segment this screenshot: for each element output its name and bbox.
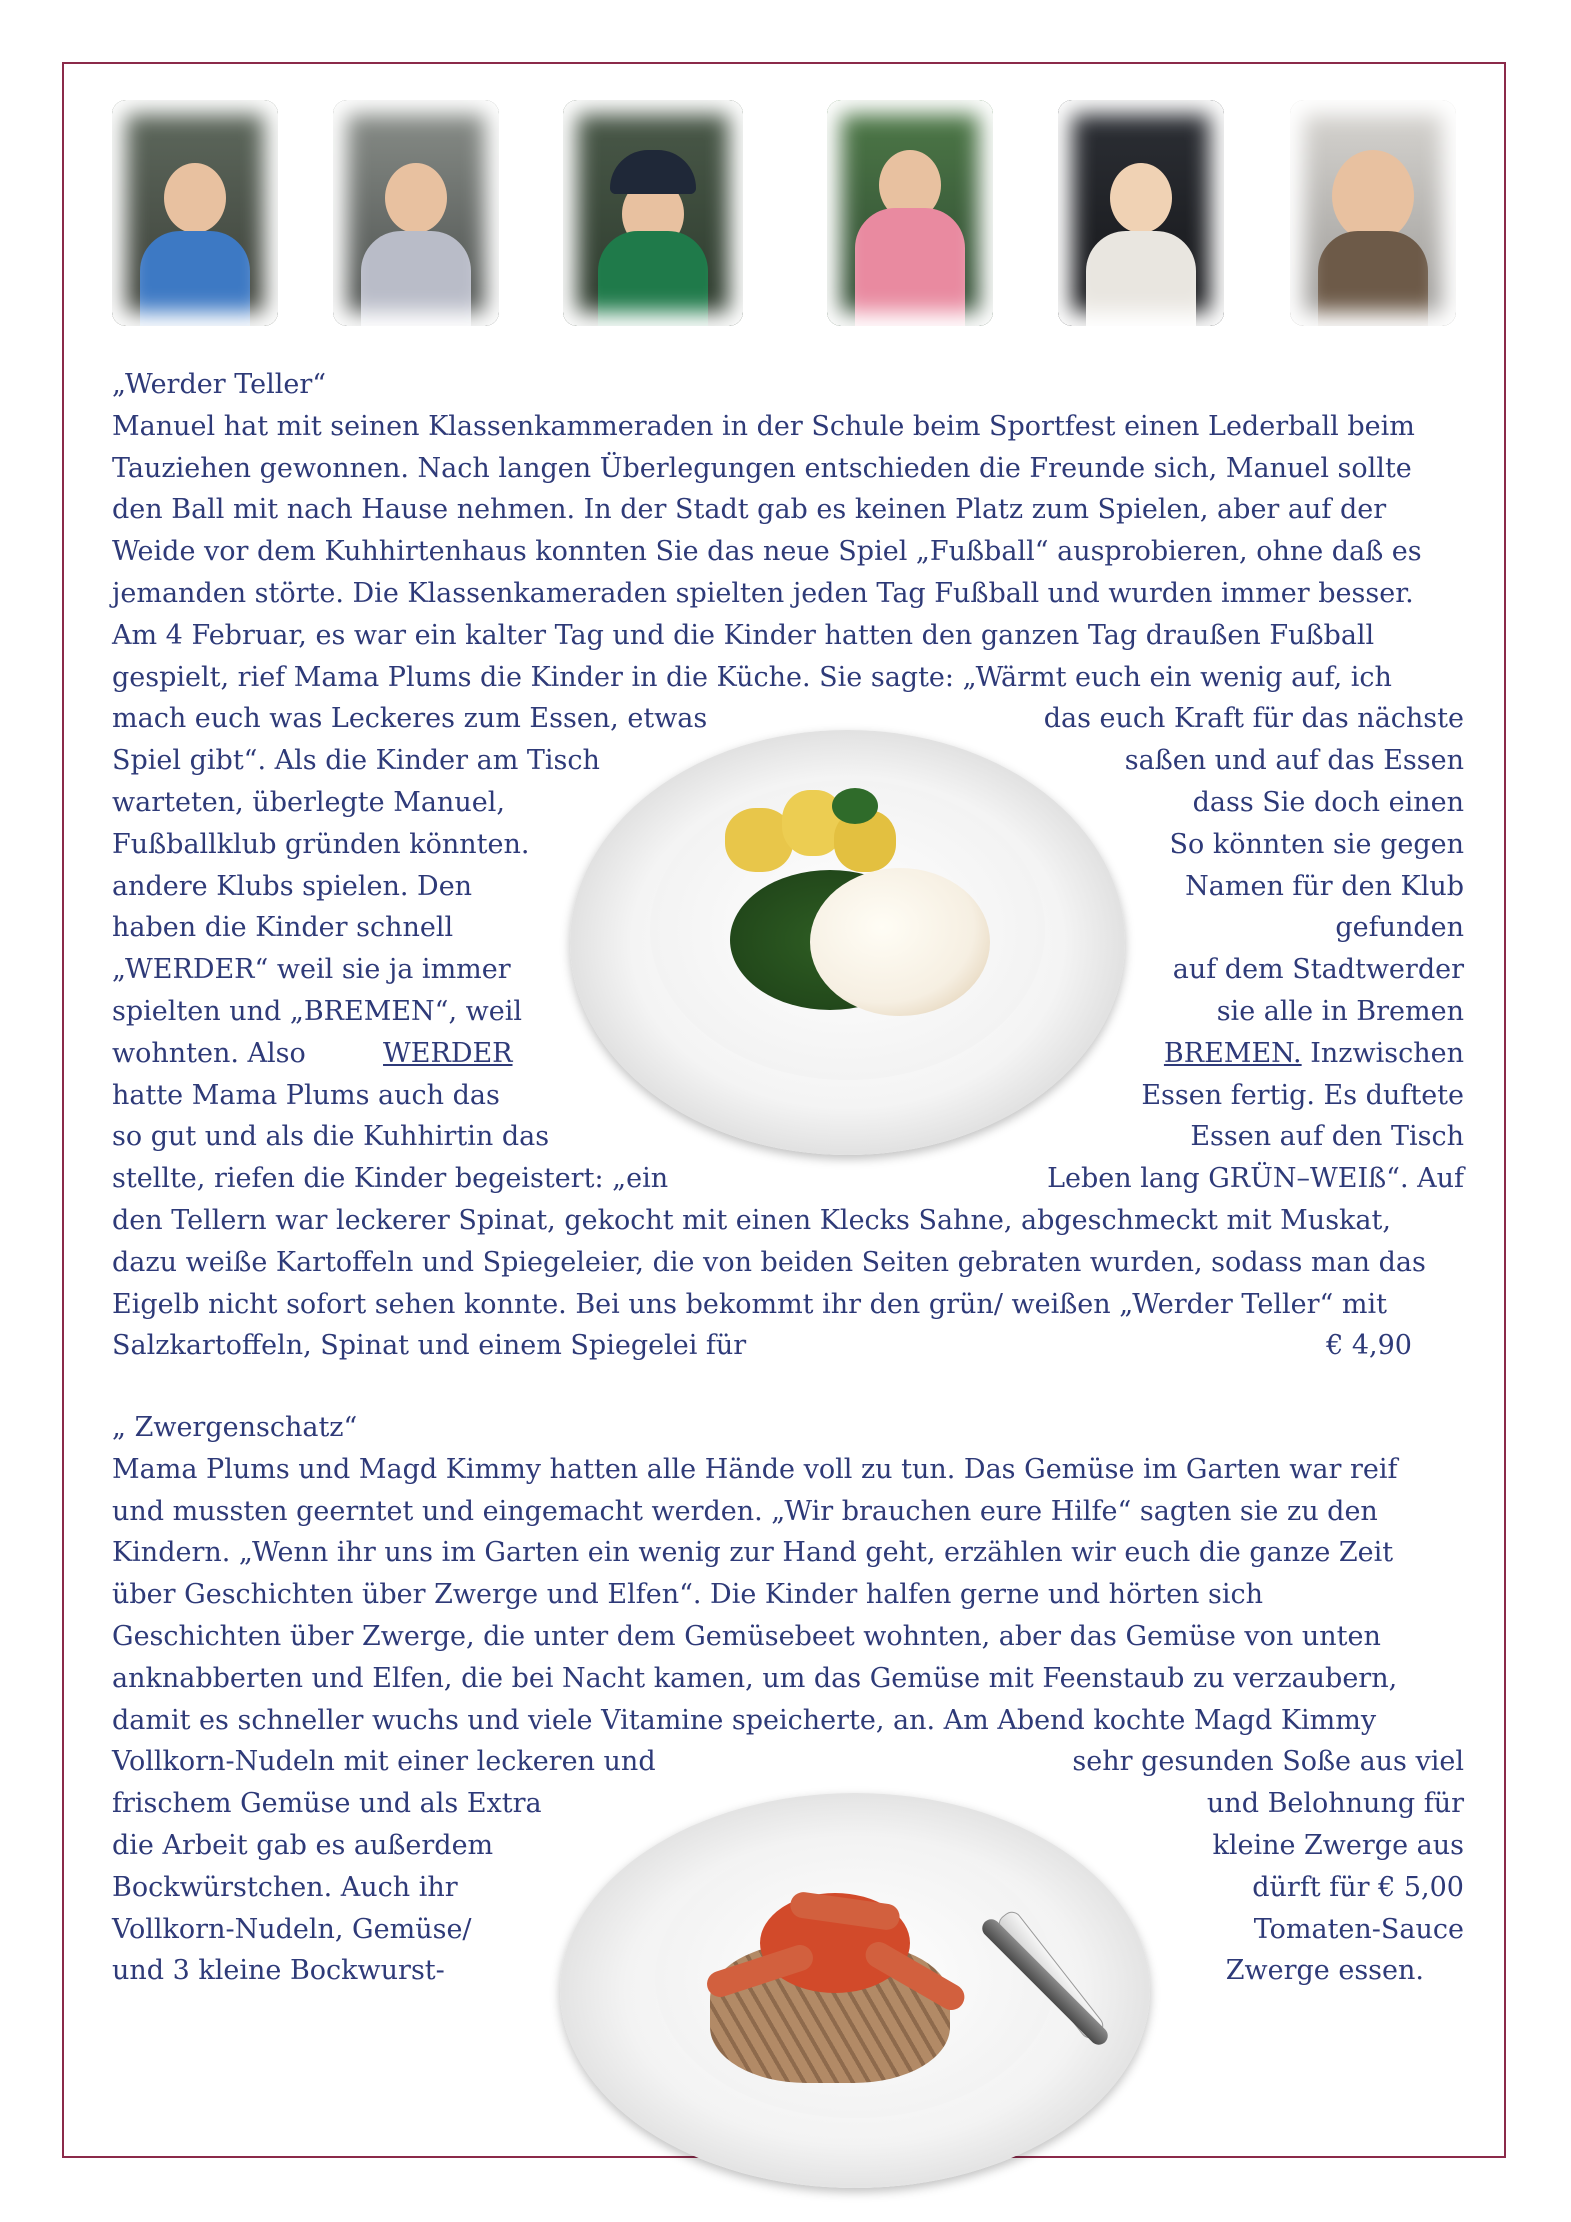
price: € 4,90	[1326, 1330, 1412, 1362]
section-title: „ Zwergenschatz“	[112, 1412, 358, 1443]
text-line: haben die Kinder schnell gefunden	[112, 912, 1464, 944]
text-line: Geschichten über Zwerge, die unter dem Gemüsebeet wohnten, aber das Gemüse von unten	[112, 1620, 1381, 1652]
text-line: Vollkorn-Nudeln, Gemüse/ Tomaten-Sauce	[112, 1913, 1464, 1945]
text-line: den Ball mit nach Hause nehmen. In der Stadt gab es keinen Platz zum Spielen, aber auf der	[112, 494, 1387, 526]
text-line: Tauziehen gewonnen. Nach langen Überlegungen entschieden die Freunde sich, Manuel sollte	[112, 452, 1412, 484]
text-line: wohnten. Also WERDER BREMEN. Inzwischen	[112, 1037, 1464, 1069]
text-line: warteten, überlegte Manuel, dass Sie doch einen	[112, 786, 1464, 818]
werder-teller-section	[112, 364, 1464, 1367]
zwergenschatz-section	[112, 1407, 1464, 1992]
text-line: Eigelb nicht sofort sehen konnte. Bei uns bekommt ihr den grün/ weißen „Werder Teller“ mit	[112, 1288, 1387, 1320]
price-line: Salzkartoffeln, Spinat und einem Spiegelei für € 4,90	[112, 1325, 1464, 1367]
child-photo-1	[112, 100, 278, 326]
text-line: jemanden störte. Die Klassenkameraden spielten jeden Tag Fußball und wurden immer besser.	[112, 577, 1414, 609]
text-line: spielten und „BREMEN“, weil sie alle in Bremen	[112, 995, 1464, 1027]
text-line: so gut und als die Kuhhirtin das Essen auf den Tisch	[112, 1121, 1464, 1153]
child-photo-6	[1290, 100, 1456, 326]
text-line: Kindern. „Wenn ihr uns im Garten ein wenig zur Hand geht, erzählen wir euch die ganze Zeit	[112, 1537, 1394, 1569]
text-line: dazu weiße Kartoffeln und Spiegeleier, die von beiden Seiten gebraten wurden, sodass man das	[112, 1246, 1426, 1278]
text-line: den Tellern war leckerer Spinat, gekocht mit einen Klecks Sahne, abgeschmeckt mit Muskat,	[112, 1204, 1391, 1236]
text-line: anknabberten und Elfen, die bei Nacht kamen, um das Gemüse mit Feenstaub zu verzaubern,	[112, 1662, 1398, 1694]
text-line: Mama Plums und Magd Kimmy hatten alle Hände voll zu tun. Das Gemüse im Garten war reif	[112, 1453, 1398, 1485]
child-photo-3	[563, 100, 743, 326]
text-line: Fußballklub gründen könnten. So könnten sie gegen	[112, 828, 1464, 860]
text-line: über Geschichten über Zwerge und Elfen“. Die Kinder halfen gerne und hörten sich	[112, 1579, 1264, 1611]
child-photo-5	[1058, 100, 1224, 326]
text-line: Weide vor dem Kuhhirtenhaus konnten Sie das neue Spiel „Fußball“ ausprobieren, ohne daß es	[112, 536, 1422, 568]
text-line: gespielt, rief Mama Plums die Kinder in die Küche. Sie sagte: „Wärmt euch ein wenig auf, ich	[112, 661, 1392, 693]
section-title: „Werder Teller“	[112, 369, 327, 400]
text-line: damit es schneller wuchs und viele Vitamine speicherte, an. Am Abend kochte Magd Kimmy	[112, 1704, 1377, 1736]
text-line: frischem Gemüse und als Extra und Belohnung für	[112, 1788, 1464, 1820]
text-line: hatte Mama Plums auch das Essen fertig. Es duftete	[112, 1079, 1464, 1111]
text-line: mach euch was Leckeres zum Essen, etwas das euch Kraft für das nächste	[112, 703, 1464, 735]
werder-underlined: WERDER	[383, 1037, 513, 1069]
child-photo-4	[827, 100, 993, 326]
text-line: Bockwürstchen. Auch ihr dürft für € 5,00	[112, 1871, 1464, 1903]
text-line: stellte, riefen die Kinder begeistert: „ein Leben lang GRÜN–WEIß“. Auf	[112, 1163, 1464, 1195]
text-line: Manuel hat mit seinen Klassenkammeraden in der Schule beim Sportfest einen Lederball beim	[112, 410, 1415, 442]
text-line: Spiel gibt“. Als die Kinder am Tisch saßen und auf das Essen	[112, 745, 1464, 777]
text-line: Am 4 Februar, es war ein kalter Tag und die Kinder hatten den ganzen Tag draußen Fußball	[112, 619, 1375, 651]
text-line: andere Klubs spielen. Den Namen für den Klub	[112, 870, 1464, 902]
bremen-underlined: BREMEN.	[1163, 1037, 1302, 1069]
text-line: „WERDER“ weil sie ja immer auf dem Stadtwerder	[112, 954, 1464, 986]
text-line: und 3 kleine Bockwurst- Zwerge essen.	[112, 1955, 1424, 1987]
text-line: Vollkorn-Nudeln mit einer leckeren und sehr gesunden Soße aus viel	[112, 1746, 1464, 1778]
text-line: und mussten geerntet und eingemacht werden. „Wir brauchen eure Hilfe“ sagten sie zu den	[112, 1495, 1378, 1527]
text-line: die Arbeit gab es außerdem kleine Zwerge aus	[112, 1829, 1464, 1861]
child-photo-2	[333, 100, 499, 326]
